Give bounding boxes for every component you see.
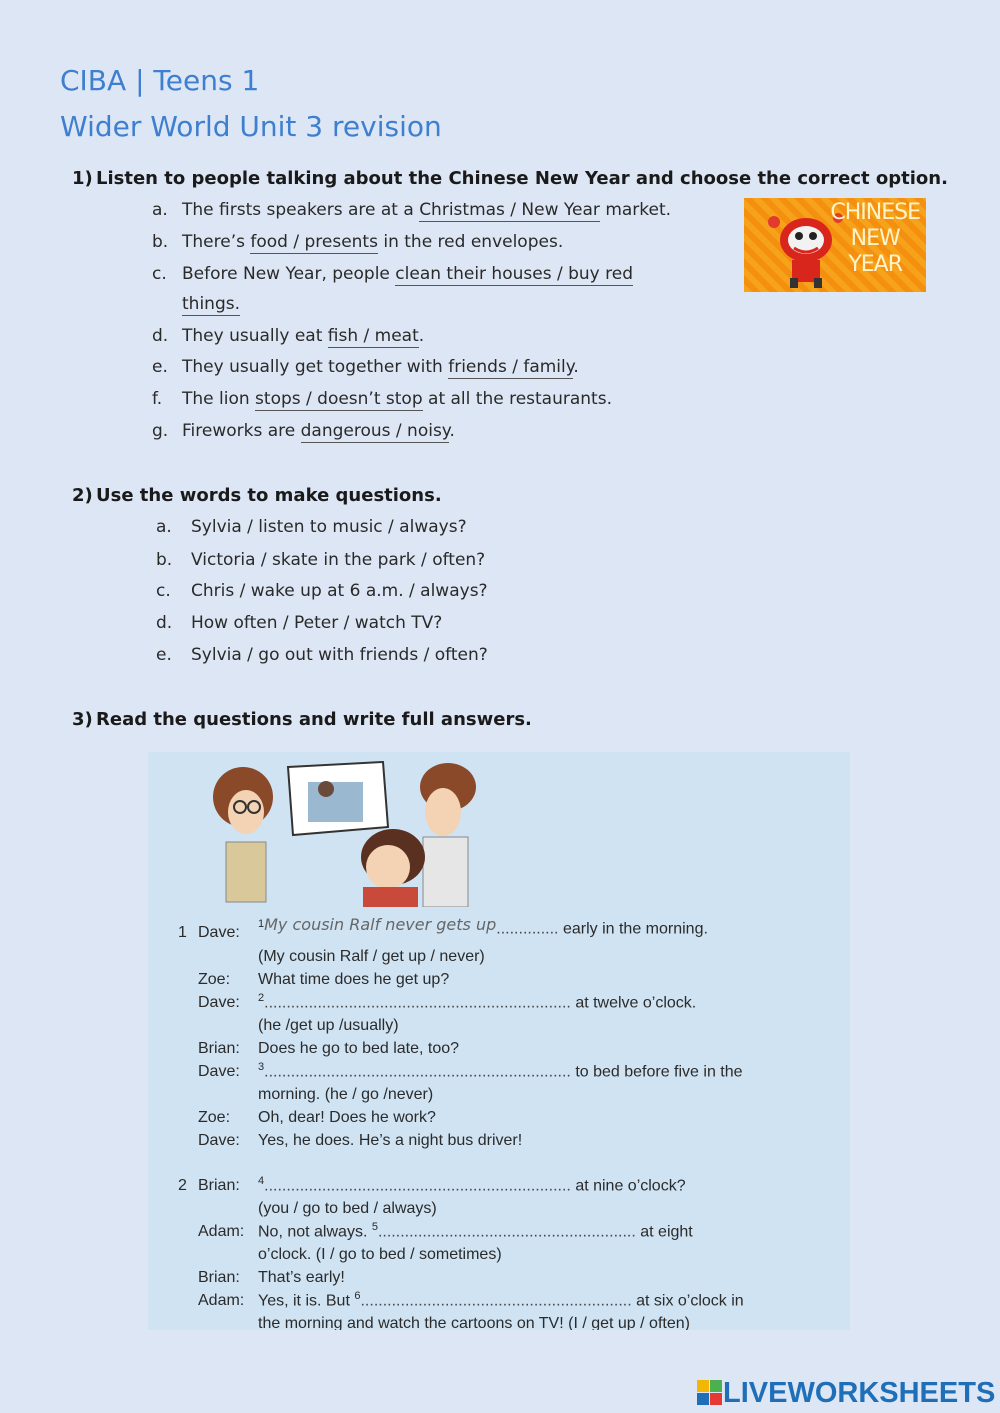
chinese-new-year-label: CHINESE NEW YEAR [830,200,920,277]
dialogue-line: $^2$..................................................................... at twelve o’clock. [258,992,697,1012]
item-text: How often / Peter / watch TV? [191,613,443,633]
item-letter: b. [152,232,169,252]
item-letter: d. [156,613,173,633]
answer-field-5[interactable]: .......................................................... [377,1223,636,1241]
hint: (he /get up /usually) [258,1017,399,1034]
item-text: They usually eat [182,326,328,346]
exercise-2-item[interactable] [156,581,488,601]
item-letter: d. [152,326,169,346]
exercise-2-heading [72,485,442,506]
speaker: Zoe: [198,971,231,988]
item-text: Sylvia / go out with friends / often? [191,645,488,665]
item-letter: b. [156,550,173,570]
dialogue-line: What time does he get up? [258,971,450,988]
exercise-1-heading [72,168,948,189]
answer-field-1[interactable]: My cousin Ralf never gets up [264,915,497,935]
choice-option[interactable]: things. [182,294,240,314]
item-letter: f. [152,389,163,409]
speaker: Adam: [198,1292,245,1309]
choice-option[interactable]: clean their houses / buy red [395,264,633,284]
dialogue-panel [148,752,850,1330]
choice-option[interactable]: stops / doesn’t stop [255,389,423,409]
dialogue-line: No, not always. $^5$.......................................................... at eight [258,1221,693,1241]
item-text: The firsts speakers are at a [182,200,420,220]
exercise-1-item [152,389,612,409]
worksheet-title: CIBA | Teens 1 [60,64,260,97]
speaker: Dave: [198,1063,240,1080]
exercise-1-item [152,357,579,377]
exercise-number: 3) [72,709,93,730]
exercise-instruction: Use the words to make questions. [96,485,442,506]
choice-option[interactable]: Christmas / New Year [419,200,600,220]
hint: o’clock. (I / go to bed / sometimes) [258,1246,502,1263]
brand-name: LIVEWORKSHEETS [723,1376,996,1409]
answer-field-2[interactable]: ..................................................................... [264,994,571,1012]
dialogue-number: 2 [178,1177,187,1194]
dialogue-line: That’s early! [258,1269,345,1286]
hint: (My cousin Ralf / get up / never) [258,948,485,965]
exercise-1-item [152,421,455,441]
dialogue-line: Yes, he does. He’s a night bus driver! [258,1132,523,1149]
exercise-instruction: Listen to people talking about the Chinese New Year and choose the correct option. [96,168,948,189]
item-text: Chris / wake up at 6 a.m. / always? [191,581,488,601]
item-letter: g. [152,421,169,441]
hint: the morning and watch the cartoons on TV! (I / get up / often) [258,1315,690,1330]
speaker: Brian: [198,1269,240,1286]
liveworksheets-logo[interactable] [697,1378,995,1408]
item-letter: c. [156,581,171,601]
exercise-2-item[interactable] [156,613,442,633]
exercise-3-heading [72,709,532,730]
item-text: market. [599,200,672,220]
exercise-2-item[interactable] [156,550,485,570]
item-text: Before New Year, people [182,264,396,284]
exercise-2-item[interactable] [156,645,488,665]
exercise-number: 2) [72,485,93,506]
answer-field-4[interactable]: ..................................................................... [264,1177,571,1195]
exercise-number: 1) [72,168,93,189]
exercise-1-item [152,294,240,314]
worksheet-subtitle: Wider World Unit 3 revision [60,110,442,143]
exercise-1-item [152,200,671,220]
item-letter: c. [152,264,167,284]
speaker: Dave: [198,924,240,941]
item-text: The lion [182,389,256,409]
exercise-1-item [152,232,563,252]
choice-option[interactable]: fish / meat [327,326,419,346]
item-letter: e. [152,357,168,377]
item-text: Sylvia / listen to music / always? [191,517,467,537]
answer-field-6[interactable]: ............................................................. [360,1292,632,1310]
item-letter: e. [156,645,172,665]
exercise-instruction: Read the questions and write full answers. [96,709,532,730]
item-text: . [418,326,425,346]
speaker: Dave: [198,1132,240,1149]
chinese-new-year-image [744,198,926,292]
item-letter: a. [156,517,172,537]
item-text: in the red envelopes. [377,232,564,252]
dialogue-number: 1 [178,924,187,941]
choice-option[interactable]: friends / family [448,357,574,377]
exercise-1-item [152,264,633,284]
item-text: . [449,421,455,441]
hint: (you / go to bed / always) [258,1200,437,1217]
liveworksheets-badge-icon [697,1380,723,1406]
choice-option[interactable]: dangerous / noisy [300,421,450,441]
cartoon-people-illustration [198,757,498,907]
item-text: Fireworks are [182,421,301,441]
exercise-1-item [152,326,424,346]
choice-option[interactable]: food / presents [250,232,378,252]
item-text: at all the restaurants. [422,389,612,409]
speaker: Zoe: [198,1109,231,1126]
dialogue-line: Oh, dear! Does he work? [258,1109,436,1126]
speaker: Dave: [198,994,240,1011]
item-text: Victoria / skate in the park / often? [191,550,486,570]
exercise-2-item[interactable] [156,517,467,537]
item-letter: a. [152,200,168,220]
dialogue-line: $^3$..................................................................... to bed before five in the [258,1061,743,1081]
speaker: Adam: [198,1223,245,1240]
dialogue-line: $^1$My cousin Ralf never gets up.............. early in the morning. [258,915,708,938]
hint: morning. (he / go /never) [258,1086,434,1103]
answer-field-3[interactable]: ..................................................................... [264,1063,571,1081]
speaker: Brian: [198,1177,240,1194]
item-text: They usually get together with [182,357,449,377]
item-text: There’s [182,232,251,252]
dialogue-line: Does he go to bed late, too? [258,1040,460,1057]
dialogue-line: $^4$..................................................................... at nine o’clock? [258,1175,686,1195]
speaker: Brian: [198,1040,240,1057]
item-text: . [573,357,579,377]
dialogue-line: Yes, it is. But $^6$............................................................. at six o’clock in [258,1290,744,1310]
